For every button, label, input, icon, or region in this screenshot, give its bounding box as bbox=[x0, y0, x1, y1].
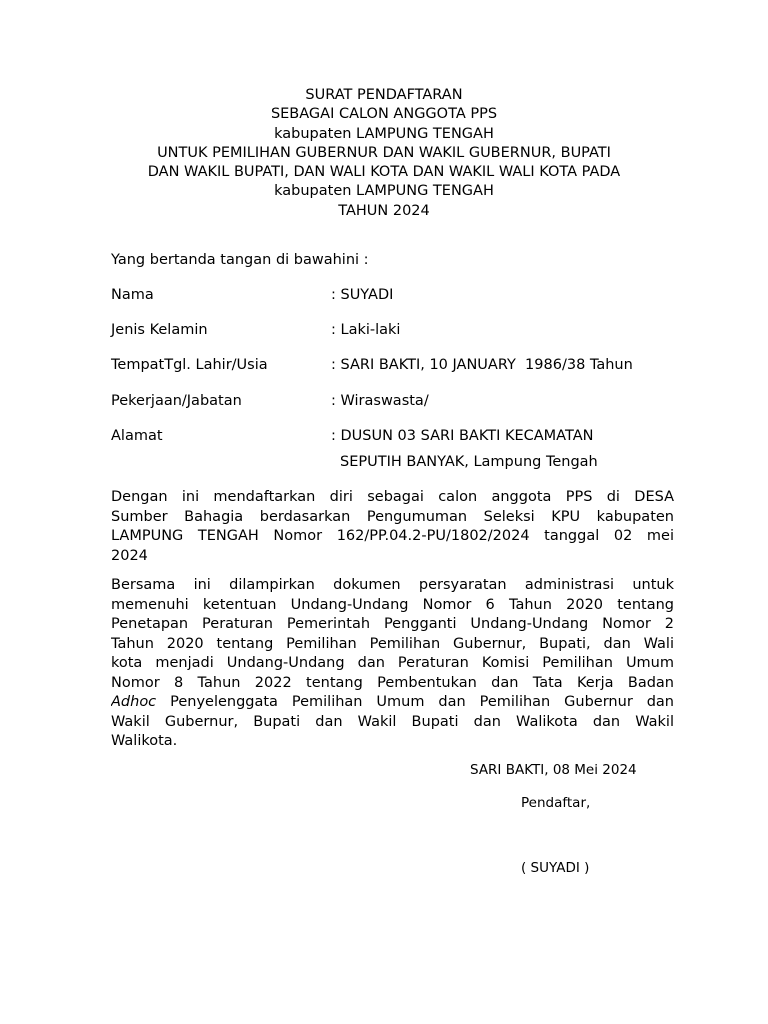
field-value: : Wiraswasta/ bbox=[331, 393, 429, 409]
paragraph-line: Tahun 2020 tentang Pemilihan Pemilihan Gubernur, Bupati, dan Wali bbox=[111, 635, 674, 652]
paragraph-line: kota menjadi Undang-Undang dan Peraturan Komisi Pemilihan Umum bbox=[111, 655, 674, 671]
field-label: TempatTgl. Lahir/Usia bbox=[111, 357, 268, 373]
paragraph-line: Dengan ini mendaftarkan diri sebagai calon anggota PPS di DESA bbox=[111, 489, 674, 505]
paragraph-registration bbox=[111, 488, 674, 566]
paragraph-line: 2024 bbox=[111, 547, 148, 564]
field-label: Nama bbox=[111, 287, 154, 303]
paragraph-line: LAMPUNG TENGAH Nomor 162/PP.04.2-PU/1802/2024 tanggal 02 mei bbox=[111, 528, 674, 544]
title-line: TAHUN 2024 bbox=[338, 202, 430, 219]
paragraph-line: memenuhi ketentuan Undang-Undang Nomor 6 Tahun 2020 tentang bbox=[111, 596, 674, 613]
field-value: : Laki-laki bbox=[331, 322, 401, 338]
field-value: : SUYADI bbox=[331, 287, 394, 303]
field-value: : DUSUN 03 SARI BAKTI KECAMATAN bbox=[331, 428, 594, 444]
paragraph-line bbox=[111, 693, 674, 713]
signature-name: ( SUYADI ) bbox=[521, 860, 590, 876]
italic-word-adhoc: Adhoc bbox=[111, 694, 157, 710]
field-label: Alamat bbox=[111, 428, 163, 444]
title-line: SURAT PENDAFTARAN bbox=[305, 87, 463, 103]
paragraph-line: Bersama ini dilampirkan dokumen persyaratan administrasi untuk bbox=[111, 577, 674, 593]
title-line: DAN WAKIL BUPATI, DAN WALI KOTA DAN WAKIL WALI KOTA PADA bbox=[147, 164, 621, 181]
paragraph-attachments bbox=[111, 576, 674, 752]
paragraph-line-rest: Penyelenggata Pemilihan Umum dan Pemilihan Gubernur dan bbox=[156, 694, 674, 710]
paragraph-line: Nomor 8 Tahun 2022 tentang Pembentukan dan Tata Kerja Badan bbox=[111, 674, 674, 691]
document-title bbox=[0, 86, 768, 221]
signature-place-date: SARI BAKTI, 08 Mei 2024 bbox=[470, 762, 637, 778]
field-label: Jenis Kelamin bbox=[111, 322, 208, 338]
address-continuation: SEPUTIH BANYAK, Lampung Tengah bbox=[340, 454, 598, 470]
title-line: SEBAGAI CALON ANGGOTA PPS bbox=[270, 106, 498, 123]
title-line: kabupaten LAMPUNG TENGAH bbox=[274, 125, 494, 142]
paragraph-line: Penetapan Peraturan Pemerintah Pengganti Undang-Undang Nomor 2 bbox=[111, 616, 674, 632]
paragraph-line: Wakil Gubernur, Bupati dan Wakil Bupati dan Walikota dan Wakil bbox=[111, 713, 674, 730]
intro-text: Yang bertanda tangan di bawahini : bbox=[111, 252, 369, 268]
title-line: kabupaten LAMPUNG TENGAH bbox=[274, 183, 494, 200]
paragraph-line: Sumber Bahagia berdasarkan Pengumuman Seleksi KPU kabupaten bbox=[111, 508, 674, 525]
paragraph-line: Walikota. bbox=[111, 733, 178, 749]
signature-role: Pendaftar, bbox=[521, 795, 591, 811]
field-label: Pekerjaan/Jabatan bbox=[111, 393, 242, 409]
field-value: : SARI BAKTI, 10 JANUARY 1986/38 Tahun bbox=[331, 357, 633, 373]
title-line: UNTUK PEMILIHAN GUBERNUR DAN WAKIL GUBERNUR, BUPATI bbox=[157, 144, 611, 161]
